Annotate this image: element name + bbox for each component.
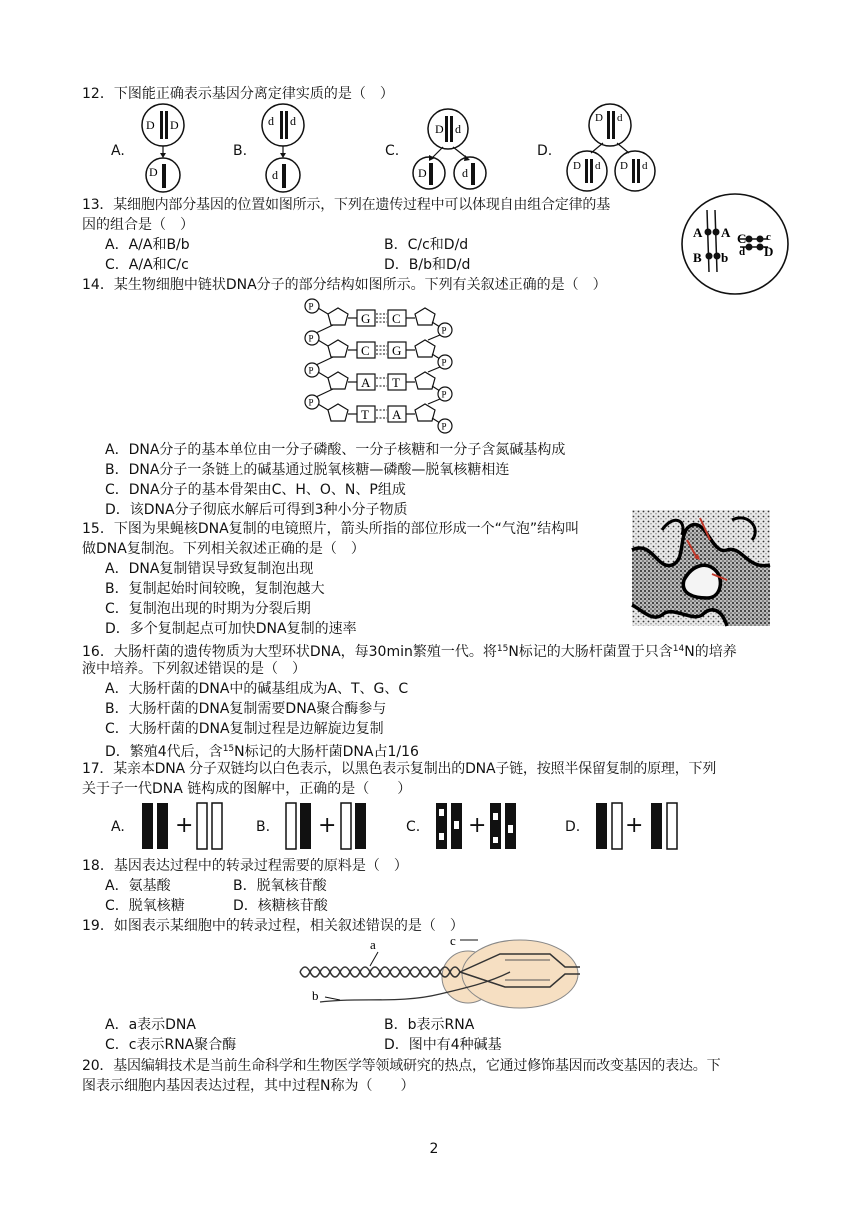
phosphate-left-label: P bbox=[308, 365, 314, 376]
q13-gene-c: c bbox=[766, 231, 771, 243]
q12-figure-a bbox=[138, 103, 198, 193]
q17-stem-line2: 关于子一代DNA 链构成的图解中，正确的是（ ） bbox=[82, 781, 412, 797]
q15-stem-line2: 做DNA复制泡。下列相关叙述正确的是（ ） bbox=[82, 541, 365, 557]
phosphate-right-label: P bbox=[441, 325, 447, 336]
base-left-label: G bbox=[361, 311, 371, 326]
q16-stem-part-b: N标记的大肠杆菌置于只含 bbox=[508, 644, 673, 660]
q13-gene-b: b bbox=[721, 250, 729, 265]
q12-label-d: D. bbox=[537, 143, 553, 159]
phosphate-right-label: P bbox=[441, 357, 447, 368]
base-right-label: T bbox=[392, 375, 400, 390]
q12-label-b: B. bbox=[233, 143, 248, 159]
q12a-allele-3: D bbox=[149, 165, 158, 179]
q15-option-c: C．复制泡出现的时期为分裂后期 bbox=[105, 601, 311, 617]
q16-stem-part-a: 16．大肠杆菌的遗传物质为大型环状DNA，每30min繁殖一代。将 bbox=[82, 644, 497, 660]
q18-stem: 18．基因表达过程中的转录过程需要的原料是（ ） bbox=[82, 858, 408, 874]
q16-option-a: A．大肠杆菌的DNA中的碱基组成为A、T、G、C bbox=[105, 681, 409, 697]
q18-option-b: B．脱氧核苷酸 bbox=[233, 878, 327, 894]
q16-stem-line1 bbox=[82, 640, 737, 661]
deoxyribose-left bbox=[328, 340, 348, 357]
q13-cell-figure bbox=[680, 192, 790, 296]
q14-stem: 14．某生物细胞中链状DNA分子的部分结构如图所示。下列有关叙述正确的是（ ） bbox=[82, 277, 607, 293]
phosphate-right-label: P bbox=[441, 389, 447, 400]
q18-option-c: C．脱氧核糖 bbox=[105, 898, 185, 914]
q14-option-c: C．DNA分子的基本骨架由C、H、O、N、P组成 bbox=[105, 482, 406, 498]
q19-option-b: B．b表示RNA bbox=[384, 1017, 475, 1033]
phosphate-left-label: P bbox=[308, 397, 314, 408]
q19-label-c: c bbox=[450, 933, 456, 948]
q13-gene-A2: A bbox=[721, 225, 731, 240]
q15-em-photo bbox=[632, 510, 770, 626]
q12d-allele-2: d bbox=[617, 112, 623, 124]
q17-plus-d: + bbox=[625, 813, 644, 838]
q13-option-a: A．A/A和B/b bbox=[105, 237, 190, 253]
q15-option-d: D．多个复制起点可加快DNA复制的速率 bbox=[105, 621, 357, 637]
deoxyribose-left bbox=[328, 308, 348, 325]
q12a-allele-2: D bbox=[170, 118, 179, 132]
q12-figure-b bbox=[258, 103, 318, 193]
q14-option-b: B．DNA分子一条链上的碱基通过脱氧核糖—磷酸—脱氧核糖相连 bbox=[105, 462, 510, 478]
q16-option-d-part-b: N标记的大肠杆菌DNA占1/16 bbox=[234, 744, 419, 760]
q12-stem: 12．下图能正确表示基因分离定律实质的是（ ） bbox=[82, 86, 394, 102]
q18-option-d: D．核糖核苷酸 bbox=[233, 898, 328, 914]
q12-label-c: C. bbox=[385, 143, 400, 159]
q12d-allele-4: d bbox=[595, 160, 601, 172]
q15-stem-line1: 15．下图为果蝇核DNA复制的电镜照片，箭头所指的部位形成一个“气泡”结构叫 bbox=[82, 521, 580, 537]
q16-option-d bbox=[105, 740, 419, 761]
q12b-allele-2: d bbox=[290, 114, 296, 128]
page-number: 2 bbox=[429, 1141, 439, 1157]
q13-gene-B: B bbox=[693, 250, 702, 265]
q19-transcription-figure bbox=[300, 932, 590, 1012]
q13-option-c: C．A/A和C/c bbox=[105, 257, 189, 273]
q12d-allele-3: D bbox=[573, 160, 581, 172]
q17-plus-b: + bbox=[318, 813, 337, 838]
base-right-label: A bbox=[392, 407, 402, 422]
q13-option-b: B．C/c和D/d bbox=[384, 237, 469, 253]
q12c-allele-1: D bbox=[435, 122, 444, 136]
q19-label-a: a bbox=[370, 937, 376, 952]
base-left-label: A bbox=[361, 375, 371, 390]
q16-option-d-superscript: 15 bbox=[222, 744, 235, 754]
q19-option-d: D．图中有4种碱基 bbox=[384, 1037, 502, 1053]
q14-option-a: A．DNA分子的基本单位由一分子磷酸、一分子核糖和一分子含氮碱基构成 bbox=[105, 442, 566, 458]
q20-stem-line2: 图表示细胞内基因表达过程，其中过程N称为（ ） bbox=[82, 1078, 415, 1094]
phosphate-right-label: P bbox=[441, 421, 447, 432]
q16-stem-line2: 液中培养。下列叙述错误的是（ ） bbox=[82, 661, 306, 677]
q17-plus-a: + bbox=[175, 813, 194, 838]
deoxyribose-left bbox=[328, 404, 348, 421]
q17-label-c: C. bbox=[406, 819, 421, 835]
q12c-allele-4: d bbox=[462, 166, 468, 180]
base-right-label: G bbox=[392, 343, 402, 358]
q17-label-d: D. bbox=[565, 819, 581, 835]
q13-stem-line1: 13．某细胞内部分基因的位置如图所示，下列在遗传过程中可以体现自由组合定律的基 bbox=[82, 197, 611, 213]
q15-option-b: B．复制起始时间较晚，复制泡越大 bbox=[105, 581, 325, 597]
q16-option-b: B．大肠杆菌的DNA复制需要DNA聚合酶参与 bbox=[105, 701, 387, 717]
q17-label-b: B. bbox=[256, 819, 271, 835]
q12-figure-c bbox=[415, 105, 495, 191]
q13-option-d: D．B/b和D/d bbox=[384, 257, 471, 273]
q12d-allele-6: d bbox=[642, 160, 648, 172]
q14-dna-structure bbox=[300, 292, 460, 432]
base-left-label: T bbox=[361, 407, 369, 422]
q16-option-d-part-a: D．繁殖4代后，含 bbox=[105, 744, 223, 760]
q16-option-c: C．大肠杆菌的DNA复制过程是边解旋边复制 bbox=[105, 721, 384, 737]
q13-gene-C: C bbox=[737, 231, 747, 246]
q12b-allele-1: d bbox=[268, 114, 274, 128]
q15-option-a: A．DNA复制错误导致复制泡出现 bbox=[105, 561, 314, 577]
q20-stem-line1: 20．基因编辑技术是当前生命科学和生物医学等领域研究的热点，它通过修饰基因而改变基因的表达。下 bbox=[82, 1058, 721, 1074]
q12a-allele-1: D bbox=[146, 118, 155, 132]
q16-superscript-15: 15 bbox=[496, 644, 509, 654]
q17-stem-line1: 17．某亲本DNA 分子双链均以白色表示，以黑色表示复制出的DNA子链，按照半保留复制的原理，下列 bbox=[82, 761, 717, 777]
q19-option-c: C．c表示RNA聚合酶 bbox=[105, 1037, 237, 1053]
q13-gene-d: d bbox=[739, 246, 746, 258]
phosphate-left-label: P bbox=[308, 333, 314, 344]
base-left-label: C bbox=[361, 343, 370, 358]
q12d-allele-1: D bbox=[595, 112, 603, 124]
q12b-allele-3: d bbox=[272, 168, 278, 182]
q13-stem-line2: 因的组合是（ ） bbox=[82, 217, 194, 233]
q12c-allele-3: D bbox=[418, 166, 427, 180]
q12d-allele-5: D bbox=[620, 160, 628, 172]
q16-superscript-14: 14 bbox=[672, 644, 685, 654]
q19-label-b: b bbox=[312, 988, 319, 1003]
q19-option-a: A．a表示DNA bbox=[105, 1017, 196, 1033]
q14-option-d: D．该DNA分子彻底水解后可得到3种小分子物质 bbox=[105, 502, 408, 518]
q13-gene-A1: A bbox=[693, 225, 703, 240]
deoxyribose-left bbox=[328, 372, 348, 389]
q17-plus-c: + bbox=[468, 813, 487, 838]
q12-figure-d bbox=[565, 103, 665, 193]
q17-label-a: A. bbox=[111, 819, 125, 835]
q13-gene-D: D bbox=[764, 244, 774, 259]
q16-stem-part-c: N的培养 bbox=[684, 644, 737, 660]
q12-label-a: A. bbox=[111, 143, 125, 159]
q18-option-a: A．氨基酸 bbox=[105, 878, 171, 894]
q19-stem: 19．如图表示某细胞中的转录过程，相关叙述错误的是（ ） bbox=[82, 918, 464, 934]
q12c-allele-2: d bbox=[455, 122, 461, 136]
phosphate-left-label: P bbox=[308, 301, 314, 312]
base-right-label: C bbox=[392, 311, 401, 326]
